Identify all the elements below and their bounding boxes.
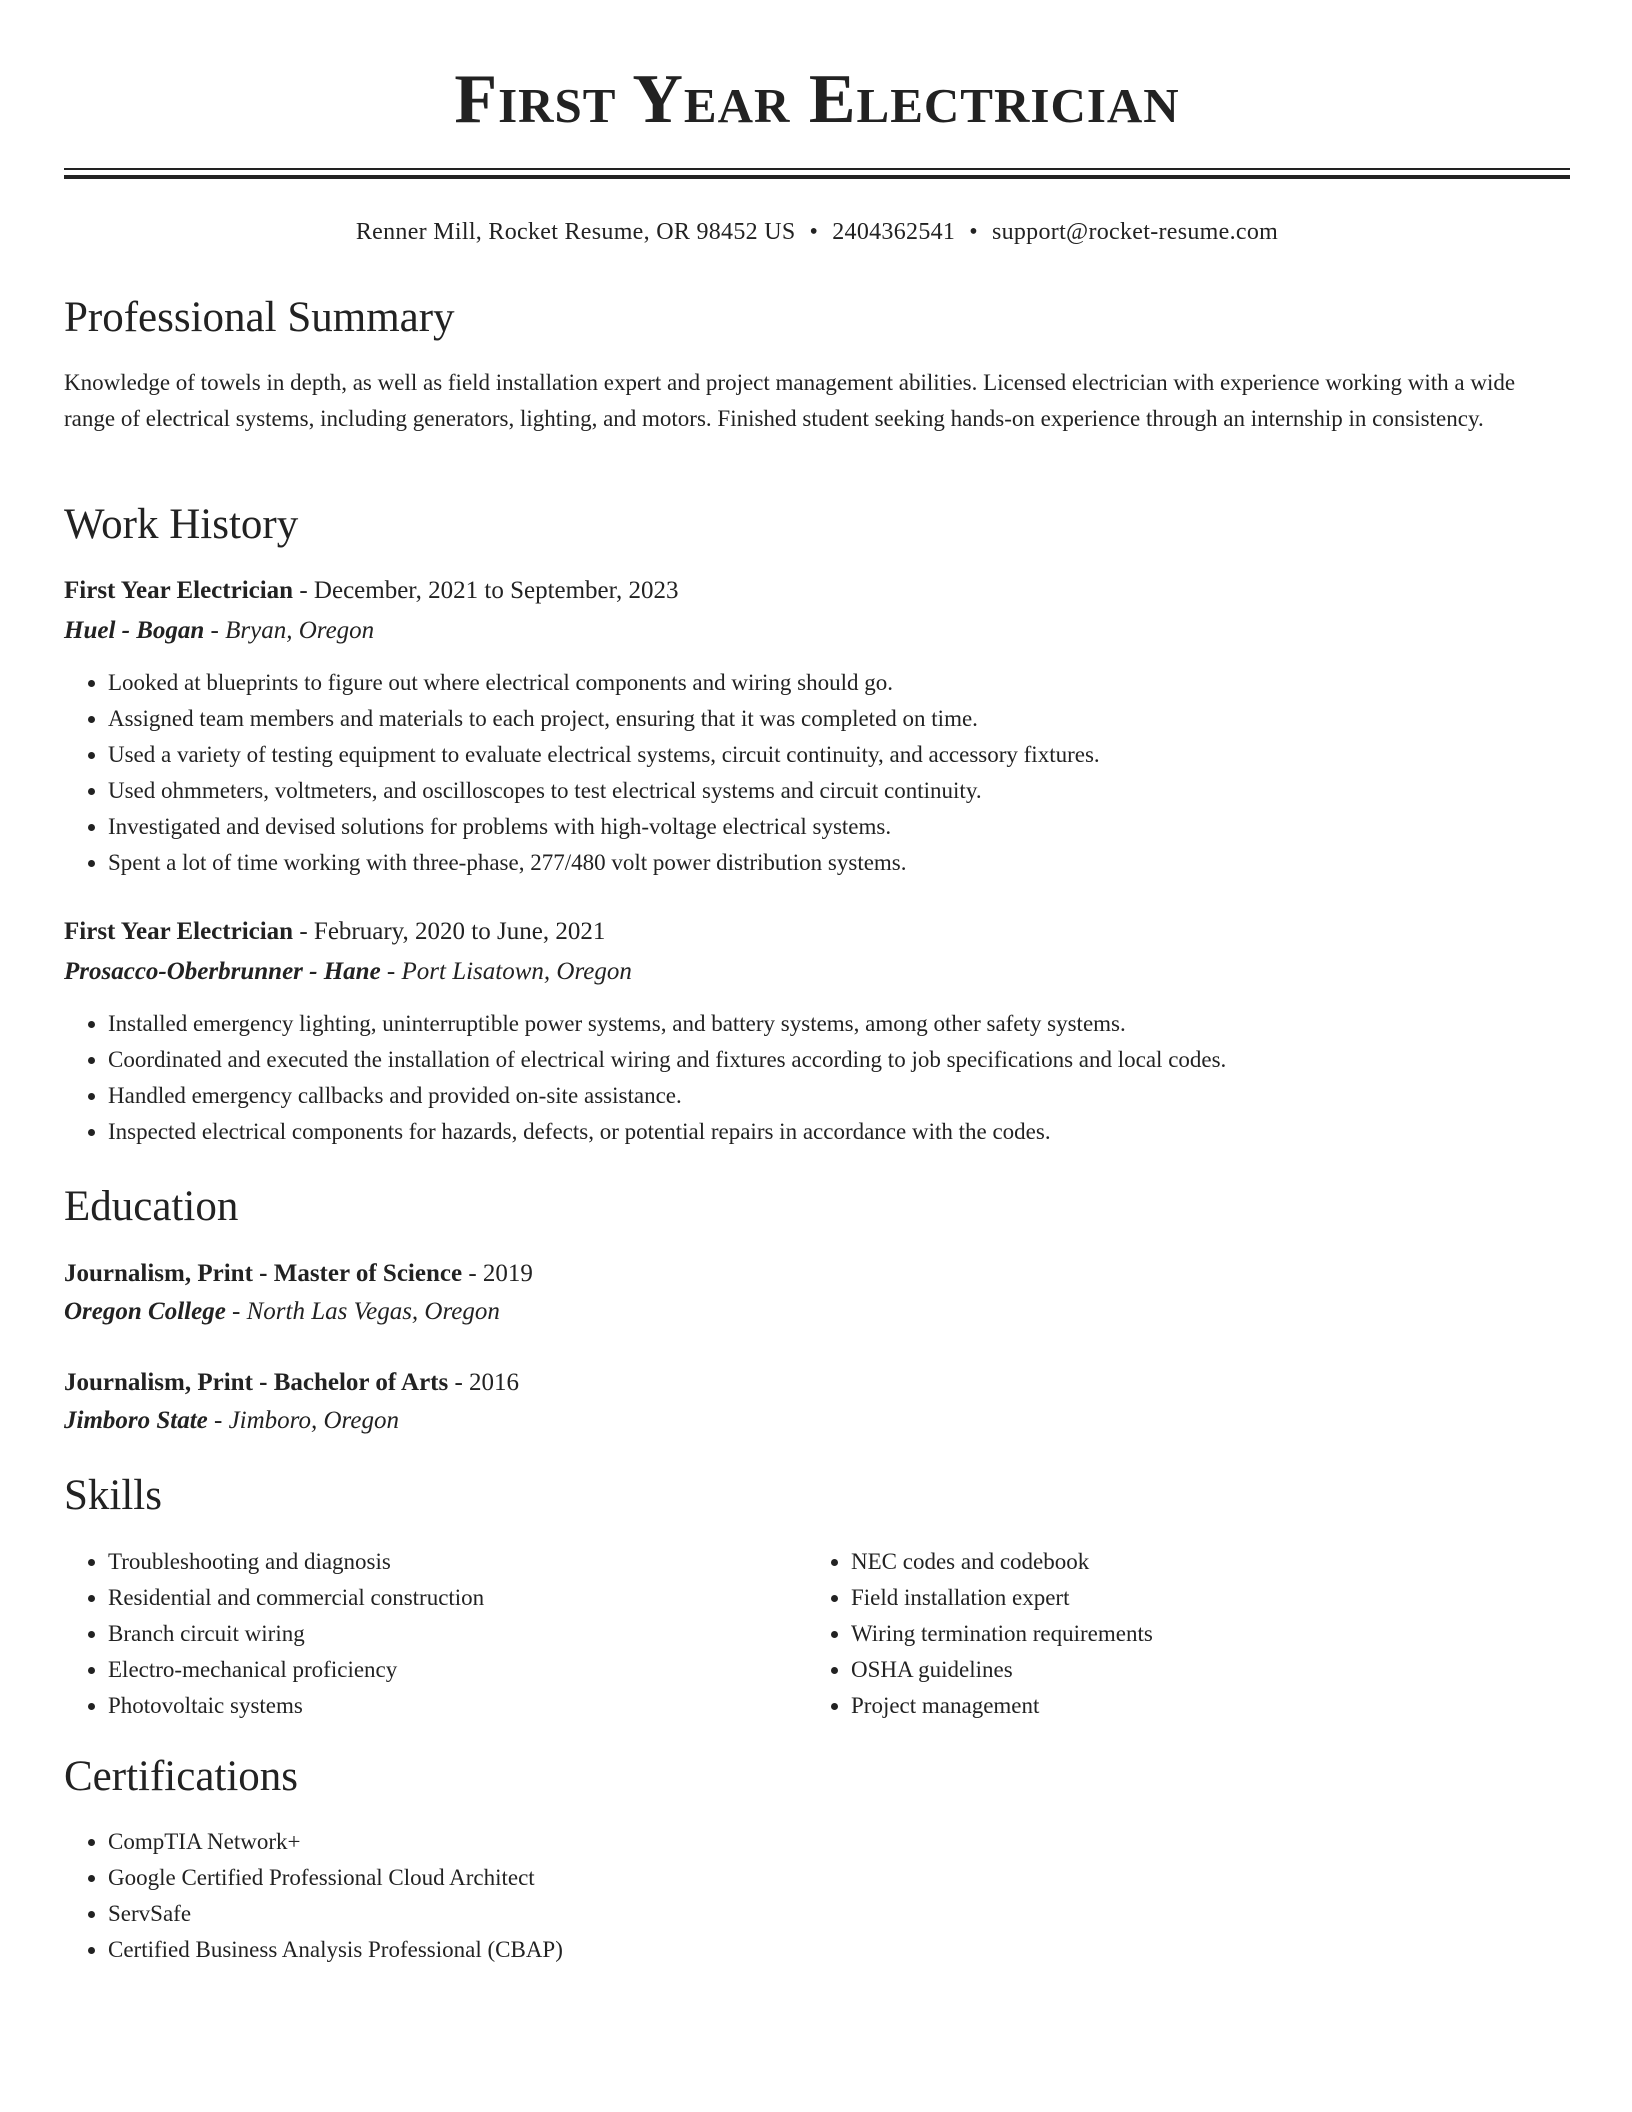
- education-location: - North Las Vegas, Oregon: [225, 1298, 500, 1325]
- contact-email: support@rocket-resume.com: [991, 219, 1279, 245]
- contact-separator: •: [809, 219, 819, 245]
- list-item: • Coordinated and executed the installation of electrical wiring and fixtures according to job specifications and local codes.: [108, 1042, 1226, 1078]
- contact-line: [64, 214, 1570, 250]
- section-heading-summary: Professional Summary: [64, 294, 455, 341]
- list-item: • OSHA guidelines: [851, 1652, 1551, 1688]
- list-item: • Handled emergency callbacks and provided on-site assistance.: [108, 1078, 1226, 1114]
- list-item: • Google Certified Professional Cloud Architect: [108, 1860, 563, 1896]
- job-company: Prosacco-Oberbrunner - Hane: [64, 958, 381, 985]
- list-item: • Used ohmmeters, voltmeters, and oscilloscopes to test electrical systems and circuit continuity.: [108, 773, 1100, 809]
- education-location: - Jimboro, Oregon: [207, 1407, 399, 1434]
- education-school-line: [64, 1403, 399, 1439]
- certifications-list: [64, 1824, 563, 1968]
- section-heading-certifications: Certifications: [64, 1753, 299, 1800]
- list-item: • Spent a lot of time working with three-phase, 277/480 volt power distribution systems.: [108, 845, 1100, 881]
- list-item: • Investigated and devised solutions for problems with high-voltage electrical systems.: [108, 809, 1100, 845]
- list-item: • CompTIA Network+: [108, 1824, 563, 1860]
- job-dates: - December, 2021 to September, 2023: [293, 577, 679, 604]
- list-item: • Project management: [851, 1688, 1551, 1724]
- education-school-line: [64, 1294, 500, 1330]
- contact-phone: 2404362541: [832, 219, 956, 245]
- contact-address: Renner Mill, Rocket Resume, OR 98452 US: [355, 219, 796, 245]
- job-location: - Bryan, Oregon: [204, 617, 375, 644]
- list-item: • Certified Business Analysis Professional (CBAP): [108, 1932, 563, 1968]
- list-item: • Electro-mechanical proficiency: [108, 1652, 808, 1688]
- job-duties-list: [64, 665, 1100, 881]
- list-item: • Field installation expert: [851, 1580, 1551, 1616]
- skills-list-right: [807, 1544, 1551, 1724]
- job-dates: - February, 2020 to June, 2021: [293, 918, 606, 945]
- list-item: • Branch circuit wiring: [108, 1616, 808, 1652]
- section-heading-work-history: Work History: [64, 501, 299, 548]
- education-school: Jimboro State: [64, 1407, 208, 1434]
- education-degree: Journalism, Print - Master of Science: [64, 1260, 463, 1287]
- education-degree: Journalism, Print - Bachelor of Arts: [64, 1369, 449, 1396]
- list-item: • Looked at blueprints to figure out where electrical components and wiring should go.: [108, 665, 1100, 701]
- list-item: • Installed emergency lighting, uninterruptible power systems, and battery systems, among other safety systems.: [108, 1006, 1226, 1042]
- education-school: Oregon College: [64, 1298, 226, 1325]
- title-rule-thin: [64, 168, 1570, 170]
- section-heading-skills: Skills: [64, 1472, 162, 1519]
- job-company: Huel - Bogan: [64, 617, 205, 644]
- list-item: • Assigned team members and materials to each project, ensuring that it was completed on time.: [108, 701, 1100, 737]
- job-title: First Year Electrician: [64, 918, 294, 945]
- resume-page: [64, 0, 1570, 1962]
- list-item: • Photovoltaic systems: [108, 1688, 808, 1724]
- education-year: - 2016: [448, 1369, 520, 1396]
- job-company-line: [64, 613, 374, 649]
- job-title-line: [64, 914, 605, 950]
- job-title: First Year Electrician: [64, 577, 294, 604]
- job-company-line: [64, 954, 632, 990]
- list-item: • Used a variety of testing equipment to evaluate electrical systems, circuit continuity, and accessory fixtures.: [108, 737, 1100, 773]
- list-item: • Wiring termination requirements: [851, 1616, 1551, 1652]
- education-degree-line: [64, 1256, 533, 1292]
- education-year: - 2019: [462, 1260, 533, 1287]
- job-title-line: [64, 573, 678, 609]
- list-item: • Troubleshooting and diagnosis: [108, 1544, 808, 1580]
- education-degree-line: [64, 1365, 519, 1401]
- list-item: • Residential and commercial construction: [108, 1580, 808, 1616]
- list-item: • ServSafe: [108, 1896, 563, 1932]
- section-heading-education: Education: [64, 1183, 239, 1230]
- list-item: • NEC codes and codebook: [851, 1544, 1551, 1580]
- list-item: • Inspected electrical components for hazards, defects, or potential repairs in accordance with the codes.: [108, 1114, 1226, 1150]
- contact-separator: •: [969, 219, 978, 245]
- skills-list-left: [64, 1544, 808, 1724]
- resume-title: First Year Electrician: [454, 61, 1180, 138]
- job-duties-list: [64, 1006, 1226, 1150]
- summary-text: Knowledge of towels in depth, as well as field installation expert and project management abilities. Licensed electrician with experience working with a wide range of electrical systems, including generators, lighting, and motors. Finished student seeking hands-on experience through an internship in consistency.: [64, 370, 1516, 431]
- title-rule-thick: [64, 175, 1570, 179]
- job-location: - Port Lisatown, Oregon: [380, 958, 632, 985]
